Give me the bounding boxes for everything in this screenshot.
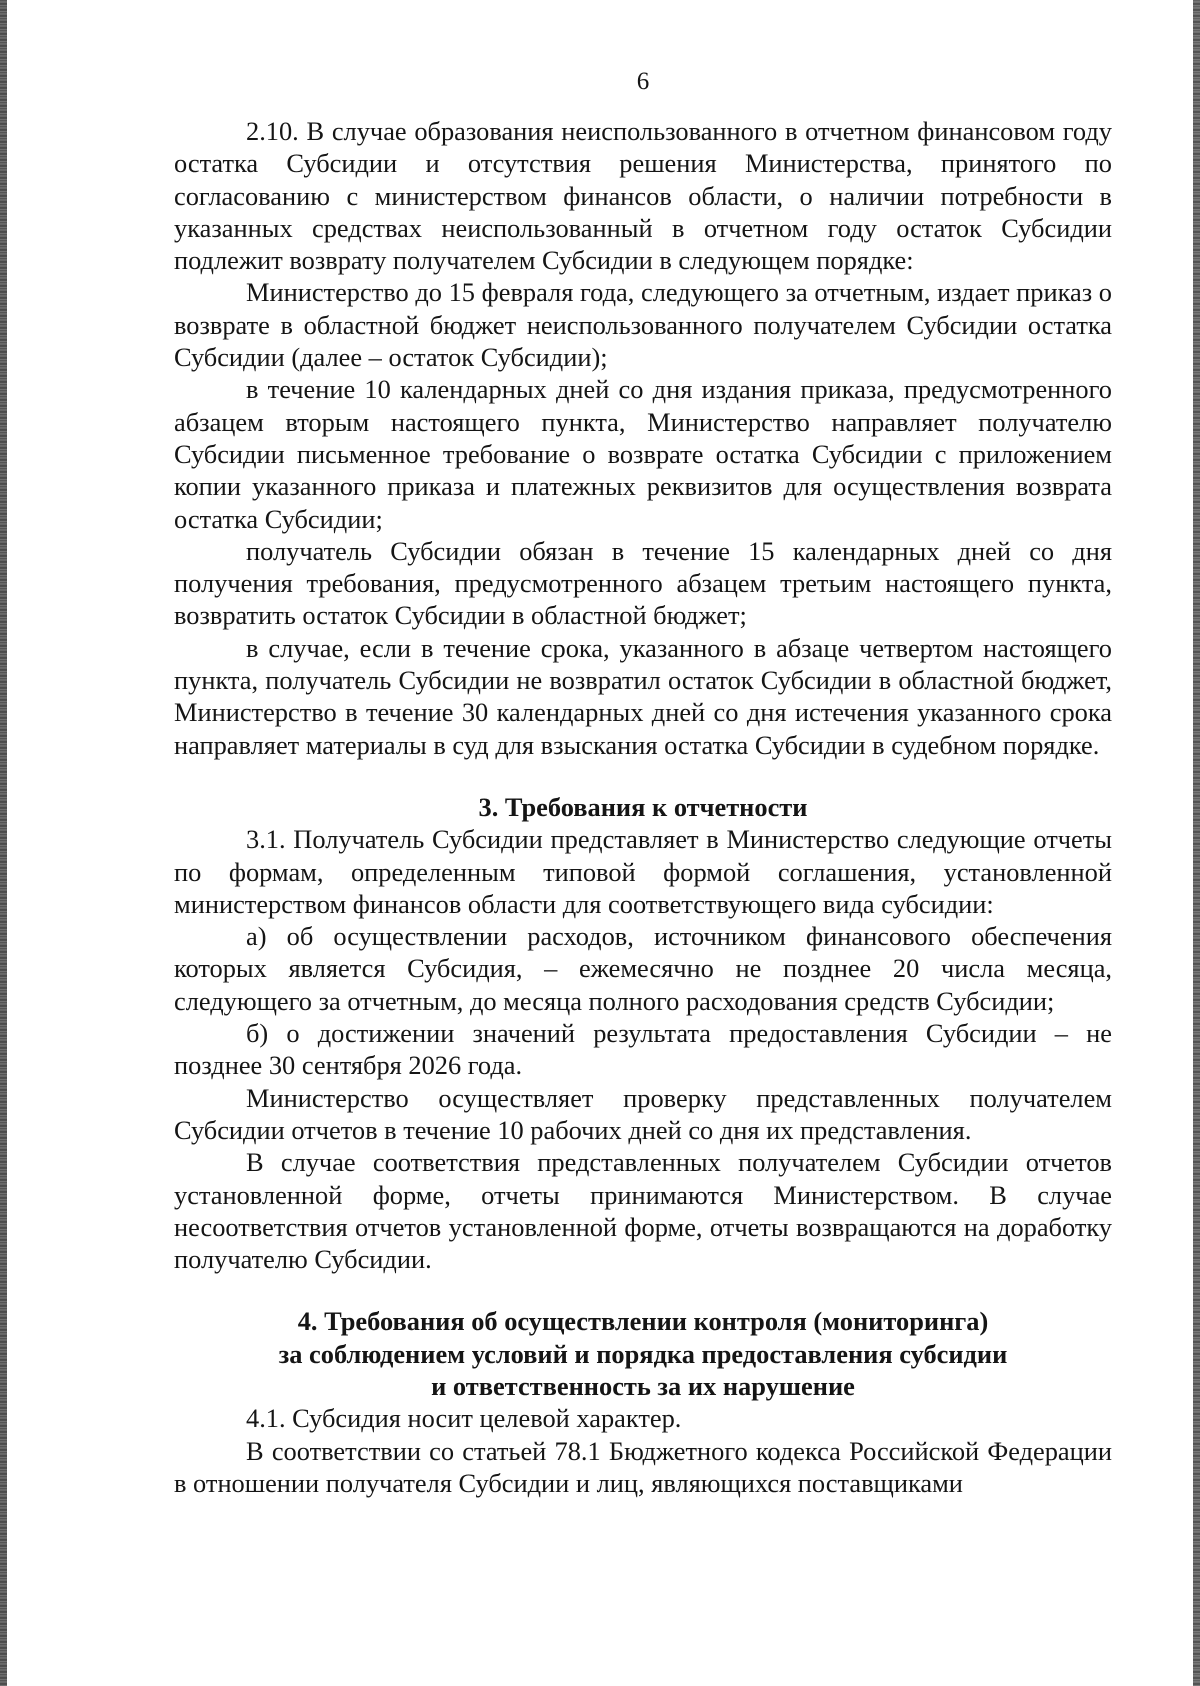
- paragraph-4-1: 4.1. Субсидия носит целевой характер.: [246, 1403, 682, 1434]
- scan-border-left: [0, 0, 7, 1686]
- section-3-heading: 3. Требования к отчетности: [478, 791, 808, 822]
- paragraph-3-1-b: б) о достижении значений результата предоставления Субсидии – не позднее 30 сентября 2026 года.: [174, 1018, 1112, 1081]
- section-4-heading-line-3: и ответственность за их нарушение: [431, 1370, 855, 1401]
- paragraph-within-10-days: в течение 10 календарных дней со дня издания приказа, предусмотренного абзацем вторым настоящего пункта, Министерство направляет получателю Субсидии письменное требование о возврате остатка Субсидии с приложением копии указанного приказа и платежных реквизитов для осуществления возврата остатка Субсидии;: [174, 374, 1112, 534]
- document-page: [174, 66, 1112, 1499]
- paragraph-report-compliance: В случае соответствия представленных получателем Субсидии отчетов установленной форме, отчеты принимаются Министерством. В случае несоответствия отчетов установленной форме, отчеты возвращаются на доработку получателю Субсидии.: [174, 1147, 1112, 1275]
- paragraph-3-1-a: а) об осуществлении расходов, источником финансового обеспечения которых является Субсидия, – ежемесячно не позднее 20 числа месяца, следующего за отчетным, до месяца полного расходования средств Субсидии;: [174, 921, 1112, 1016]
- paragraph-ministry-order: Министерство до 15 февраля года, следующего за отчетным, издает приказ о возврате в областной бюджет неиспользованного получателем Субсидии остатка Субсидии (далее – остаток Субсидии);: [174, 277, 1112, 373]
- paragraph-article-78-1: В соответствии со статьей 78.1 Бюджетного кодекса Российской Федерации в отношении получателя Субсидии и лиц, являющихся поставщиками: [174, 1435, 1112, 1498]
- paragraph-if-not-returned: в случае, если в течение срока, указанного в абзаце четвертом настоящего пункта, получатель Субсидии не возвратил остаток Субсидии в областной бюджет, Министерство в течение 30 календарных дней со дня истечения указанного срока направляет материалы в суд для взыскания остатка Субсидии в судебном порядке.: [174, 632, 1112, 760]
- section-4-heading-line-2: за соблюдением условий и порядка предоставления субсидии: [278, 1338, 1008, 1369]
- paragraph-3-1: 3.1. Получатель Субсидии представляет в Министерство следующие отчеты по формам, определенным типовой формой соглашения, установленной министерством финансов области для соответствующего вида субсидии:: [174, 824, 1112, 919]
- paragraph-2-10: 2.10. В случае образования неиспользованного в отчетном финансовом году остатка Субсидии и отсутствия решения Министерства, принятого по согласованию с министерством финансов области, о наличии потребности в указанных средствах неиспользованный в отчетном году остаток Субсидии подлежит возврату получателем Субсидии в следующем порядке:: [174, 116, 1112, 276]
- paragraph-recipient-obliged: получатель Субсидии обязан в течение 15 календарных дней со дня получения требования, предусмотренного абзацем третьим настоящего пункта, возвратить остаток Субсидии в областной бюджет;: [174, 535, 1112, 631]
- section-4-heading: [174, 1305, 1112, 1402]
- section-4-heading-line-1: 4. Требования об осуществлении контроля (мониторинга): [297, 1306, 989, 1337]
- scan-border-right: [1193, 0, 1200, 1686]
- paragraph-report-check: Министерство осуществляет проверку представленных получателем Субсидии отчетов в течение 10 рабочих дней со дня их представления.: [174, 1082, 1112, 1145]
- page-number: 6: [636, 68, 650, 95]
